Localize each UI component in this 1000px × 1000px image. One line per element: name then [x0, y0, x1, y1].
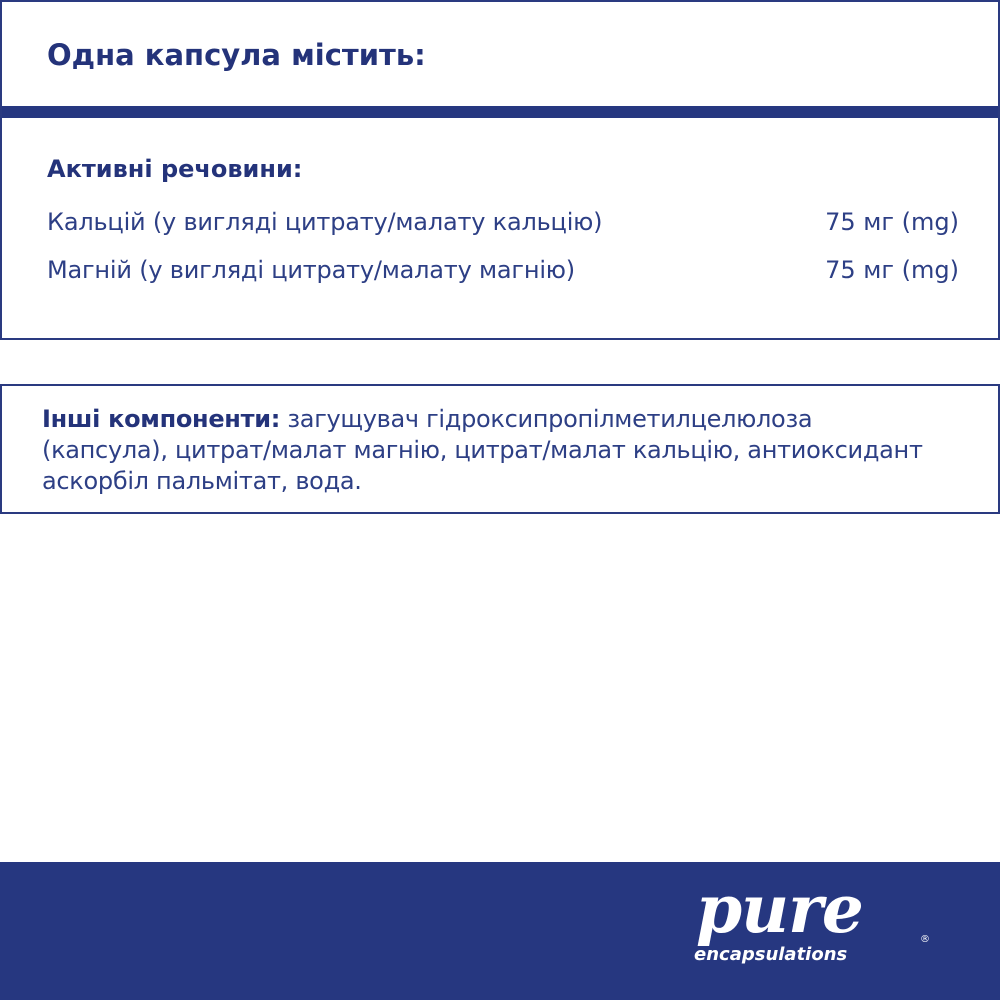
panel-divider	[2, 106, 998, 118]
panel-title: Одна капсула містить:	[47, 38, 426, 72]
ingredient-name: Магній (у вигляді цитрату/малату магнію)	[47, 256, 575, 284]
active-ingredients-heading: Активні речовини:	[47, 155, 303, 183]
logo-subtitle: encapsulations	[694, 944, 848, 965]
capsule-contents-panel	[0, 0, 1000, 340]
logo-word: pure	[696, 870, 863, 948]
brand-logo	[690, 870, 940, 978]
other-components-panel	[0, 384, 1000, 514]
other-components-list: загущувач гідроксипропілметилцелюлоза (капсула), цитрат/малат магнію, цитрат/малат кальцію, антиоксидант аскорбіл пальмітат, вода.	[42, 405, 923, 495]
ingredient-amount: 75 мг (mg)	[825, 256, 959, 284]
other-components-text	[42, 404, 942, 497]
ingredient-row-magnesium	[47, 256, 959, 288]
ingredient-amount: 75 мг (mg)	[825, 208, 959, 236]
panel-header	[2, 2, 998, 106]
ingredient-row-calcium	[47, 208, 959, 240]
footer-band	[0, 862, 1000, 1000]
other-components-label: Інші компоненти:	[42, 405, 281, 433]
registered-mark: ®	[920, 934, 930, 945]
ingredient-name: Кальцій (у вигляді цитрату/малату кальцію)	[47, 208, 603, 236]
